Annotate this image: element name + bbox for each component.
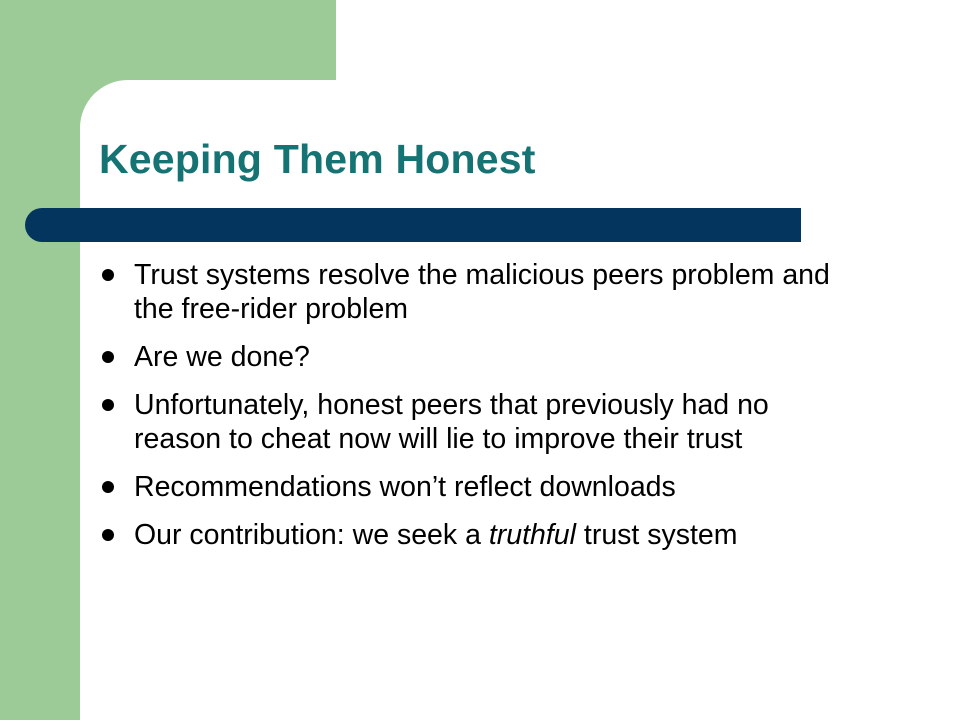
bullet-text-prefix: Our contribution: we seek a — [134, 519, 489, 551]
bullet-text-suffix: trust system — [576, 519, 738, 551]
bullet-text: Trust systems resolve the malicious peers problem and the free-rider problem — [134, 259, 830, 325]
slide-title: Keeping Them Honest — [99, 136, 536, 182]
bullet-text: Are we done? — [134, 341, 310, 373]
title-underline-bar — [25, 208, 801, 242]
bullet-item — [102, 388, 842, 456]
bullet-list — [102, 258, 842, 566]
bullet-item — [102, 340, 842, 374]
bullet-dot-icon — [102, 399, 114, 411]
bullet-dot-icon — [102, 269, 114, 281]
bullet-text: Unfortunately, honest peers that previously had no reason to cheat now will lie to improve their trust — [134, 389, 769, 455]
bullet-dot-icon — [102, 529, 114, 541]
bullet-item — [102, 258, 842, 326]
bullet-item — [102, 470, 842, 504]
green-accent-left — [0, 0, 80, 720]
bullet-text: Recommendations won’t reflect downloads — [134, 471, 676, 503]
bullet-dot-icon — [102, 481, 114, 493]
bullet-text-emphasis: truthful — [488, 519, 576, 551]
bullet-dot-icon — [102, 351, 114, 363]
bullet-item — [102, 518, 842, 552]
